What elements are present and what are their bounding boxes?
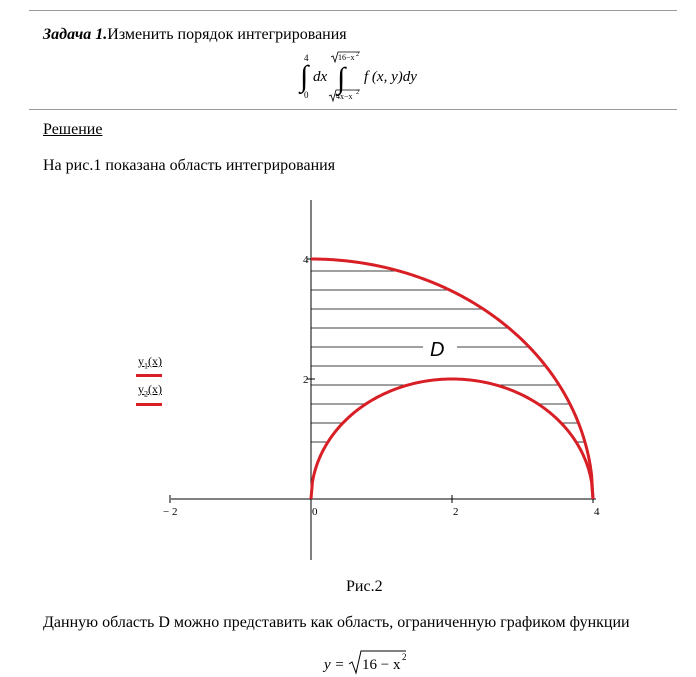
inner-lower-limit: 4x−x	[336, 92, 353, 101]
x-tick-label: 2	[453, 506, 459, 518]
task-text: Изменить порядок интегрирования	[107, 26, 347, 43]
outer-lower-limit: 0	[304, 90, 309, 100]
inner-integral-sign: ∫	[337, 62, 346, 95]
paragraph-region-intro: На рис.1 показана область интегрирования	[43, 157, 336, 174]
y-tick-label: 4	[303, 254, 309, 266]
integrand: f (x, y)dy	[364, 69, 417, 85]
formula-lhs: y =	[324, 657, 345, 673]
task-label: Задача 1.	[43, 26, 108, 43]
region-label: D	[430, 339, 445, 361]
solution-heading: Решение	[43, 121, 103, 138]
y-tick-label: 2	[303, 374, 309, 386]
legend-line-y2	[136, 403, 162, 406]
outer-upper-limit: 4	[304, 53, 309, 63]
outer-integral-sign: ∫	[300, 60, 309, 93]
x-ticks	[163, 495, 600, 518]
outer-differential: dx	[313, 69, 328, 85]
figure-caption: Рис.2	[346, 578, 383, 595]
legend-label-y1: $y_1(x)$	[138, 354, 162, 371]
legend-line-y1	[136, 374, 162, 377]
legend	[132, 354, 182, 414]
legend-label-y2: $y_2(x)$	[138, 382, 162, 399]
paragraph-region-description: Данную область D можно представить как область, ограниченную графиком функции	[43, 614, 630, 631]
inner-upper-limit: 16−x	[338, 53, 355, 62]
formula-radicand: 16 − x	[362, 657, 401, 673]
inner-lower-power: 2	[356, 90, 359, 96]
x-tick-label: 4	[594, 506, 600, 518]
series-line-y2	[311, 379, 593, 499]
inner-upper-power: 2	[356, 52, 359, 58]
x-tick-label: − 2	[163, 506, 178, 518]
formula-power: 2	[402, 652, 407, 662]
x-tick-label: 0	[312, 506, 318, 518]
function-formula	[320, 648, 420, 676]
